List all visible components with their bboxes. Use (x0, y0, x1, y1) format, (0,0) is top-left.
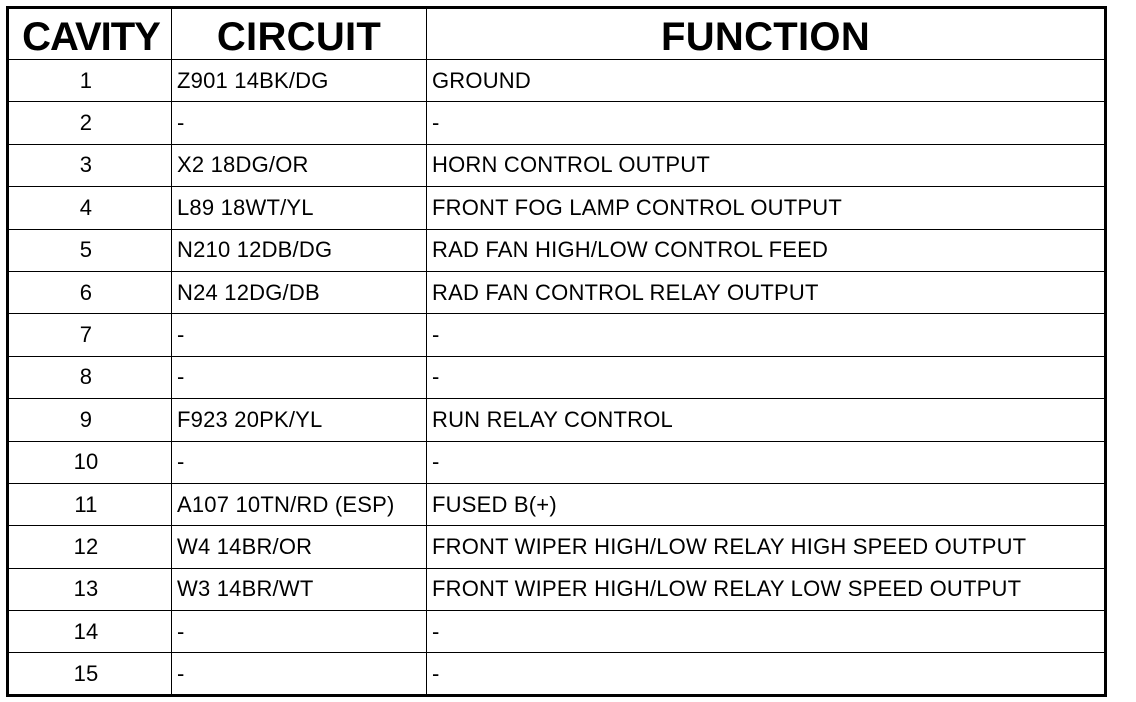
circuit-cell: - (172, 356, 427, 398)
cavity-cell: 12 (8, 526, 172, 568)
circuit-cell: - (172, 441, 427, 483)
function-cell: FRONT FOG LAMP CONTROL OUTPUT (427, 187, 1106, 229)
circuit-cell: A107 10TN/RD (ESP) (172, 483, 427, 525)
circuit-cell: - (172, 653, 427, 695)
function-cell: RAD FAN HIGH/LOW CONTROL FEED (427, 229, 1106, 271)
circuit-cell: X2 18DG/OR (172, 144, 427, 186)
function-cell: - (427, 314, 1106, 356)
function-cell: GROUND (427, 60, 1106, 102)
cavity-cell: 8 (8, 356, 172, 398)
table-header (8, 8, 1106, 60)
cavity-cell: 15 (8, 653, 172, 695)
header-function: FUNCTION (427, 8, 1106, 60)
table-row (8, 483, 1106, 525)
table-body (8, 60, 1106, 696)
circuit-cell: - (172, 102, 427, 144)
function-cell: RUN RELAY CONTROL (427, 399, 1106, 441)
cavity-cell: 6 (8, 271, 172, 313)
function-cell: - (427, 611, 1106, 653)
function-cell: FUSED B(+) (427, 483, 1106, 525)
table-row (8, 399, 1106, 441)
connector-pinout-table (6, 6, 1107, 697)
cavity-cell: 5 (8, 229, 172, 271)
cavity-cell: 4 (8, 187, 172, 229)
table-row (8, 314, 1106, 356)
table-row (8, 144, 1106, 186)
circuit-cell: N24 12DG/DB (172, 271, 427, 313)
circuit-cell: W4 14BR/OR (172, 526, 427, 568)
cavity-cell: 13 (8, 568, 172, 610)
function-cell: - (427, 356, 1106, 398)
cavity-cell: 10 (8, 441, 172, 483)
table-row (8, 653, 1106, 695)
cavity-cell: 11 (8, 483, 172, 525)
header-circuit: CIRCUIT (172, 8, 427, 60)
cavity-cell: 7 (8, 314, 172, 356)
circuit-cell: L89 18WT/YL (172, 187, 427, 229)
table-row (8, 102, 1106, 144)
cavity-cell: 9 (8, 399, 172, 441)
cavity-cell: 3 (8, 144, 172, 186)
table-row (8, 356, 1106, 398)
circuit-cell: F923 20PK/YL (172, 399, 427, 441)
circuit-cell: Z901 14BK/DG (172, 60, 427, 102)
function-cell: - (427, 102, 1106, 144)
table-row (8, 229, 1106, 271)
header-row (8, 8, 1106, 60)
function-cell: FRONT WIPER HIGH/LOW RELAY LOW SPEED OUTPUT (427, 568, 1106, 610)
circuit-cell: N210 12DB/DG (172, 229, 427, 271)
cavity-cell: 14 (8, 611, 172, 653)
table-row (8, 271, 1106, 313)
table-row (8, 568, 1106, 610)
function-cell: FRONT WIPER HIGH/LOW RELAY HIGH SPEED OUTPUT (427, 526, 1106, 568)
function-cell: HORN CONTROL OUTPUT (427, 144, 1106, 186)
circuit-cell: - (172, 611, 427, 653)
function-cell: RAD FAN CONTROL RELAY OUTPUT (427, 271, 1106, 313)
function-cell: - (427, 441, 1106, 483)
cavity-cell: 1 (8, 60, 172, 102)
table-row (8, 187, 1106, 229)
circuit-cell: - (172, 314, 427, 356)
table-row (8, 60, 1106, 102)
cavity-cell: 2 (8, 102, 172, 144)
header-cavity: CAVITY (8, 8, 172, 60)
table-row (8, 526, 1106, 568)
circuit-cell: W3 14BR/WT (172, 568, 427, 610)
table-row (8, 611, 1106, 653)
function-cell: - (427, 653, 1106, 695)
table-row (8, 441, 1106, 483)
